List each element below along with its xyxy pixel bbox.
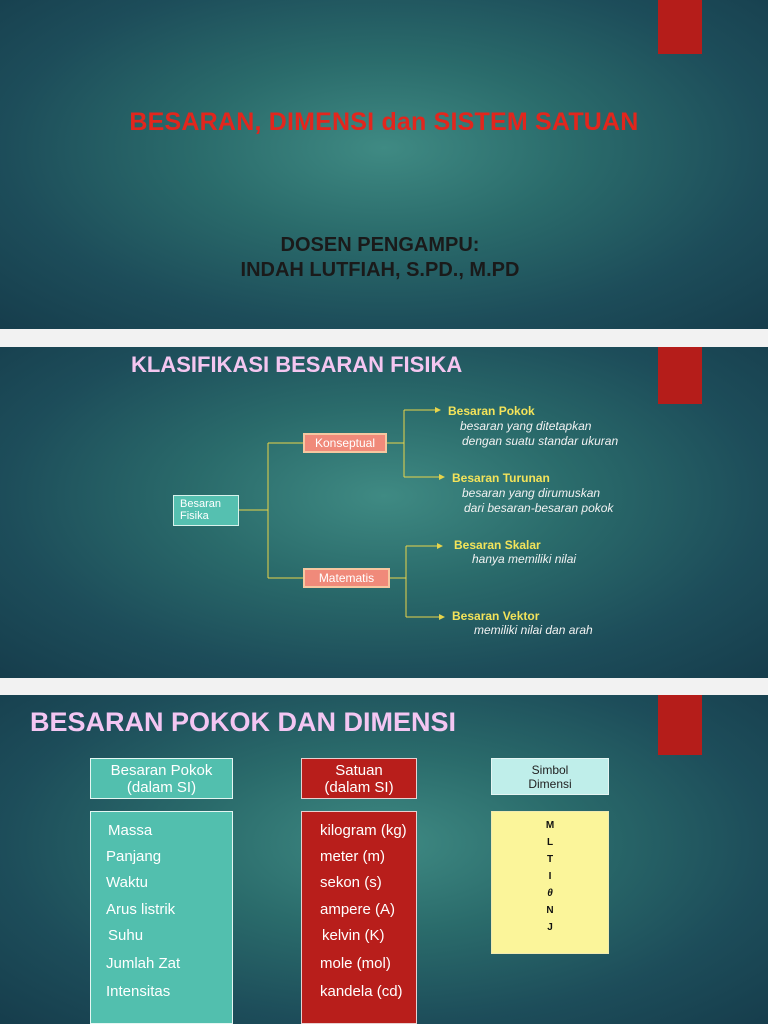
list-item: ampere (A) bbox=[320, 901, 396, 918]
slide-title bbox=[0, 0, 768, 329]
header-satuan-line2: (dalam SI) bbox=[324, 779, 394, 796]
leaf-besaran-skalar-desc1: hanya memiliki nilai bbox=[472, 552, 577, 566]
slide-klasifikasi bbox=[0, 347, 768, 678]
branch-node-matematis: Matematis bbox=[303, 568, 390, 588]
slide1-subtitle-line2: INDAH LUTFIAH, S.PD., M.PD bbox=[240, 259, 520, 281]
list-item: T bbox=[546, 854, 554, 865]
list-item: kandela (cd) bbox=[320, 983, 403, 1000]
header-besaran-line1: Besaran Pokok bbox=[110, 762, 213, 779]
header-besaran-pokok bbox=[90, 758, 233, 799]
classification-connectors bbox=[0, 347, 768, 678]
red-accent-tab bbox=[658, 695, 702, 755]
list-item: Suhu bbox=[108, 927, 144, 944]
list-item: J bbox=[547, 922, 553, 933]
leaf-besaran-pokok-desc2: dengan suatu standar ukuran bbox=[462, 434, 619, 448]
leaf-besaran-pokok-title: Besaran Pokok bbox=[448, 404, 535, 418]
slide1-subtitle-line1: DOSEN PENGAMPU: bbox=[280, 234, 480, 256]
list-simbol-dimensi bbox=[491, 811, 609, 954]
leaf-besaran-turunan-title: Besaran Turunan bbox=[452, 471, 550, 485]
branch-node-konseptual: Konseptual bbox=[303, 433, 387, 453]
slide1-title: BESARAN, DIMENSI dan SISTEM SATUAN bbox=[129, 108, 639, 136]
list-item: Intensitas bbox=[106, 983, 171, 1000]
list-item: N bbox=[546, 905, 554, 916]
root-node-line1: Besaran bbox=[180, 498, 221, 510]
leaf-besaran-turunan-desc1: besaran yang dirumuskan bbox=[462, 486, 601, 500]
list-item: sekon (s) bbox=[320, 874, 382, 891]
root-node-besaran-fisika bbox=[173, 495, 239, 526]
leaf-besaran-vektor-title: Besaran Vektor bbox=[452, 609, 540, 623]
header-simbol-line1: Simbol bbox=[531, 763, 569, 777]
red-accent-tab bbox=[658, 0, 702, 54]
list-item: Massa bbox=[108, 822, 153, 839]
header-satuan bbox=[301, 758, 417, 799]
leaf-besaran-skalar-title: Besaran Skalar bbox=[454, 538, 541, 552]
slide-besaran-pokok bbox=[0, 695, 768, 1024]
header-besaran-line2: (dalam SI) bbox=[126, 779, 197, 796]
list-item: I bbox=[548, 871, 552, 882]
slide2-title: KLASIFIKASI BESARAN FISIKA bbox=[131, 352, 463, 377]
leaf-besaran-pokok-desc1: besaran yang ditetapkan bbox=[460, 419, 592, 433]
list-besaran-pokok bbox=[90, 811, 233, 1024]
list-item: kilogram (kg) bbox=[320, 822, 407, 839]
slide3-title: BESARAN POKOK DAN DIMENSI bbox=[30, 707, 457, 737]
header-simbol-dimensi bbox=[491, 758, 609, 795]
list-item: Panjang bbox=[106, 848, 162, 865]
list-satuan bbox=[301, 811, 417, 1024]
list-item: Waktu bbox=[106, 874, 148, 891]
list-item: mole (mol) bbox=[320, 955, 391, 972]
list-item: Arus listrik bbox=[106, 901, 176, 918]
list-item: meter (m) bbox=[320, 848, 385, 865]
list-item: Jumlah Zat bbox=[106, 955, 181, 972]
header-satuan-line1: Satuan bbox=[335, 762, 383, 779]
list-item: M bbox=[545, 820, 555, 831]
list-item: kelvin (K) bbox=[322, 927, 385, 944]
root-node-line2: Fisika bbox=[180, 510, 209, 522]
leaf-besaran-vektor-desc1: memiliki nilai dan arah bbox=[474, 623, 593, 637]
list-item: L bbox=[546, 837, 554, 848]
leaf-besaran-turunan-desc2: dari besaran-besaran pokok bbox=[464, 501, 614, 515]
list-item: θ bbox=[547, 888, 553, 899]
header-simbol-line2: Dimensi bbox=[528, 777, 572, 791]
